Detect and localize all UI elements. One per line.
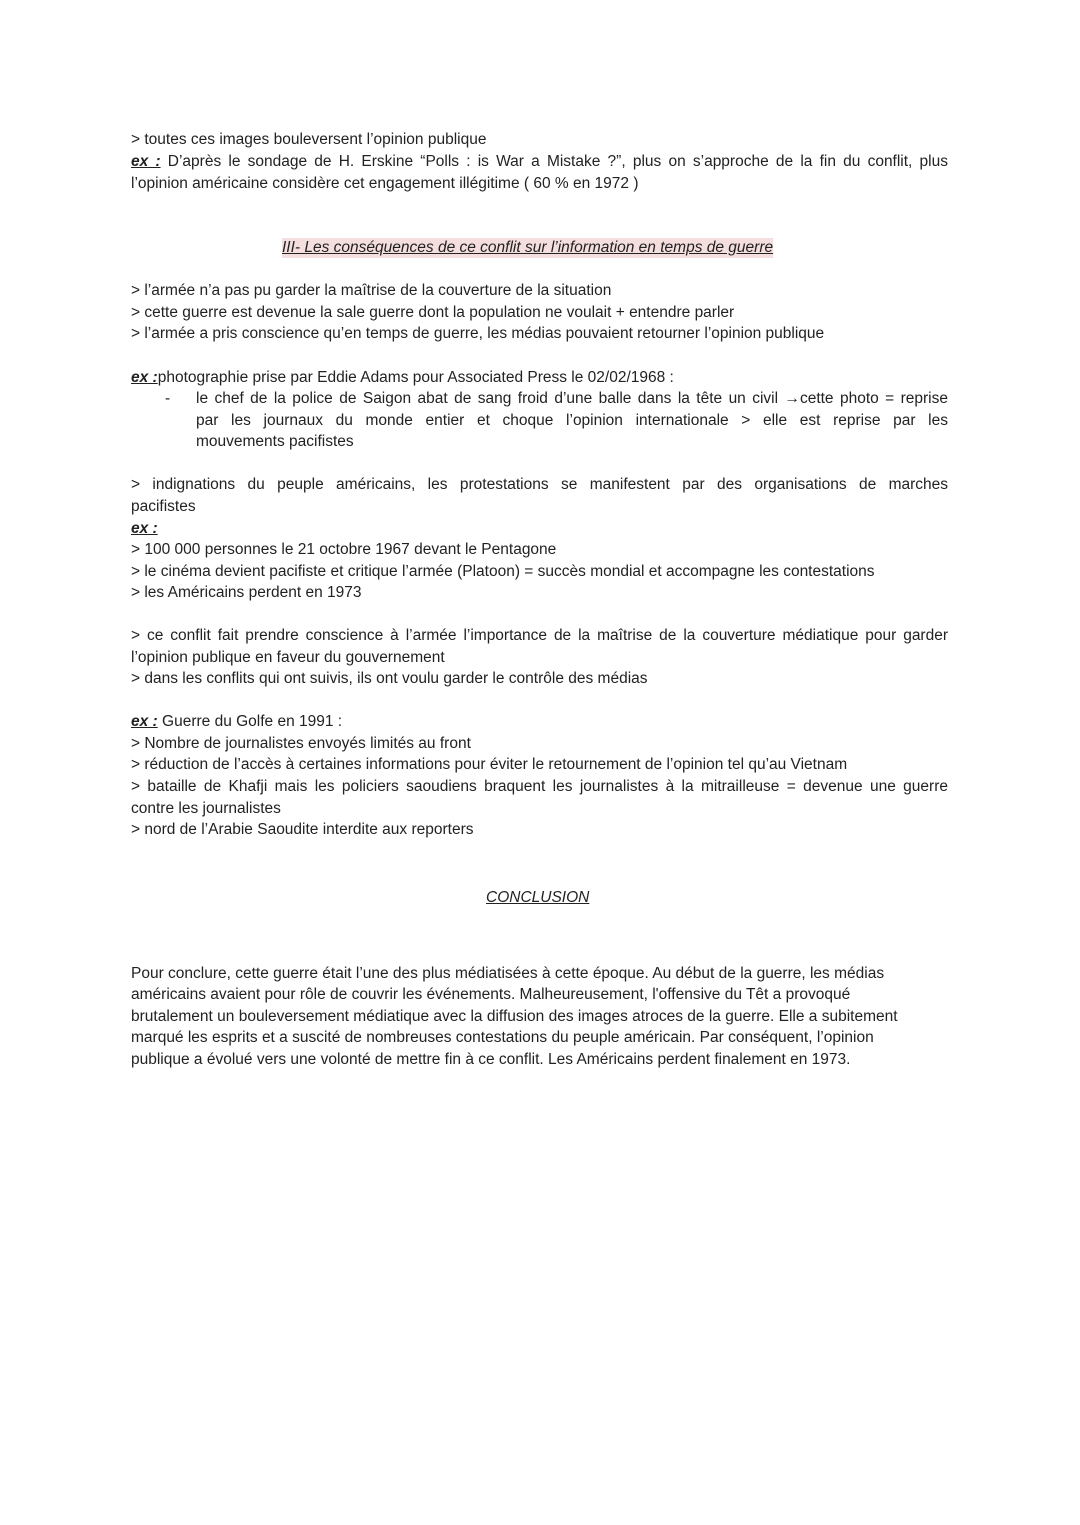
example-line [131, 152, 948, 172]
list-item-line: mouvements pacifistes [196, 433, 354, 450]
paragraph-line: > ce conflit fait prendre conscience à l’armée l’importance de la maîtrise de la couverture médiatique pour garder [131, 627, 948, 644]
example-text: photographie prise par Eddie Adams pour Associated Press le 02/02/1968 : [157, 369, 674, 386]
bullet-line: > dans les conflits qui ont suivis, ils ont voulu garder le contrôle des médias [131, 670, 648, 687]
bullet-line: > l’armée a pris conscience qu’en temps de guerre, les médias pouvaient retourner l’opinion publique [131, 325, 825, 342]
conclusion-line: Pour conclure, cette guerre était l’une des plus médiatisées à cette époque. Au début de la guerre, les médias [131, 965, 885, 982]
paragraph-line: contre les journalistes [131, 800, 281, 817]
bullet-line: > l’armée n’a pas pu garder la maîtrise de la couverture de la situation [131, 282, 612, 299]
paragraph-line: > indignations du peuple américains, les protestations se manifestent par des organisations de marches [131, 476, 948, 493]
example-line [131, 368, 674, 388]
conclusion-line: américains avaient pour rôle de couvrir les événements. Malheureusement, l'offensive du Têt a provoqué [131, 986, 851, 1003]
example-line [131, 712, 342, 732]
paragraph-line: l’opinion publique en faveur du gouvernement [131, 649, 445, 666]
conclusion-heading: CONCLUSION [486, 889, 590, 906]
paragraph-line: pacifistes [131, 498, 196, 515]
bullet-line: > réduction de l’accès à certaines informations pour éviter le retournement de l’opinion tel qu’au Vietnam [131, 756, 848, 773]
example-text: D’après le sondage de H. Erskine “Polls : is War a Mistake ?”, plus on s’approche de la fin du conflit, plus [160, 153, 948, 170]
list-dash: - [165, 390, 171, 407]
example-label: ex : [131, 713, 158, 730]
example-label: ex : [131, 369, 158, 386]
bullet-line: > bataille de Khafji mais les policiers saoudiens braquent les journalistes à la mitrailleuse = devenue une guerre [131, 778, 948, 795]
conclusion-line: brutalement un bouleversement médiatique avec la diffusion des images atroces de la guerre. Elle a subitement [131, 1008, 898, 1025]
bullet-line: > les Américains perdent en 1973 [131, 584, 362, 601]
list-item-line: le chef de la police de Saigon abat de sang froid d’une balle dans la tête un civil →cette photo = reprise [196, 390, 948, 407]
bullet-line: > 100 000 personnes le 21 octobre 1967 devant le Pentagone [131, 541, 557, 558]
section-heading: III- Les conséquences de ce conflit sur l’information en temps de guerre [282, 239, 774, 256]
paragraph-line: l’opinion américaine considère cet engagement illégitime ( 60 % en 1972 ) [131, 175, 639, 192]
conclusion-line: marqué les esprits et a suscité de nombreuses contestations du peuple américain. Par conséquent, l’opinion [131, 1029, 874, 1046]
bullet-line: > nord de l’Arabie Saoudite interdite aux reporters [131, 821, 474, 838]
example-label: ex : [131, 520, 158, 537]
example-label: ex : [131, 153, 161, 170]
list-item-line: par les journaux du monde entier et choque l’opinion internationale > elle est reprise par les [196, 412, 948, 429]
bullet-line: > Nombre de journalistes envoyés limités au front [131, 735, 471, 752]
example-text: Guerre du Golfe en 1991 : [157, 713, 343, 730]
paragraph-line: > toutes ces images bouleversent l’opinion publique [131, 131, 487, 148]
bullet-line: > cette guerre est devenue la sale guerre dont la population ne voulait + entendre parler [131, 304, 735, 321]
example-line [131, 519, 158, 539]
bullet-line: > le cinéma devient pacifiste et critique l’armée (Platoon) = succès mondial et accompagne les contestations [131, 563, 875, 580]
conclusion-line: publique a évolué vers une volonté de mettre fin à ce conflit. Les Américains perdent finalement en 1973. [131, 1051, 851, 1068]
